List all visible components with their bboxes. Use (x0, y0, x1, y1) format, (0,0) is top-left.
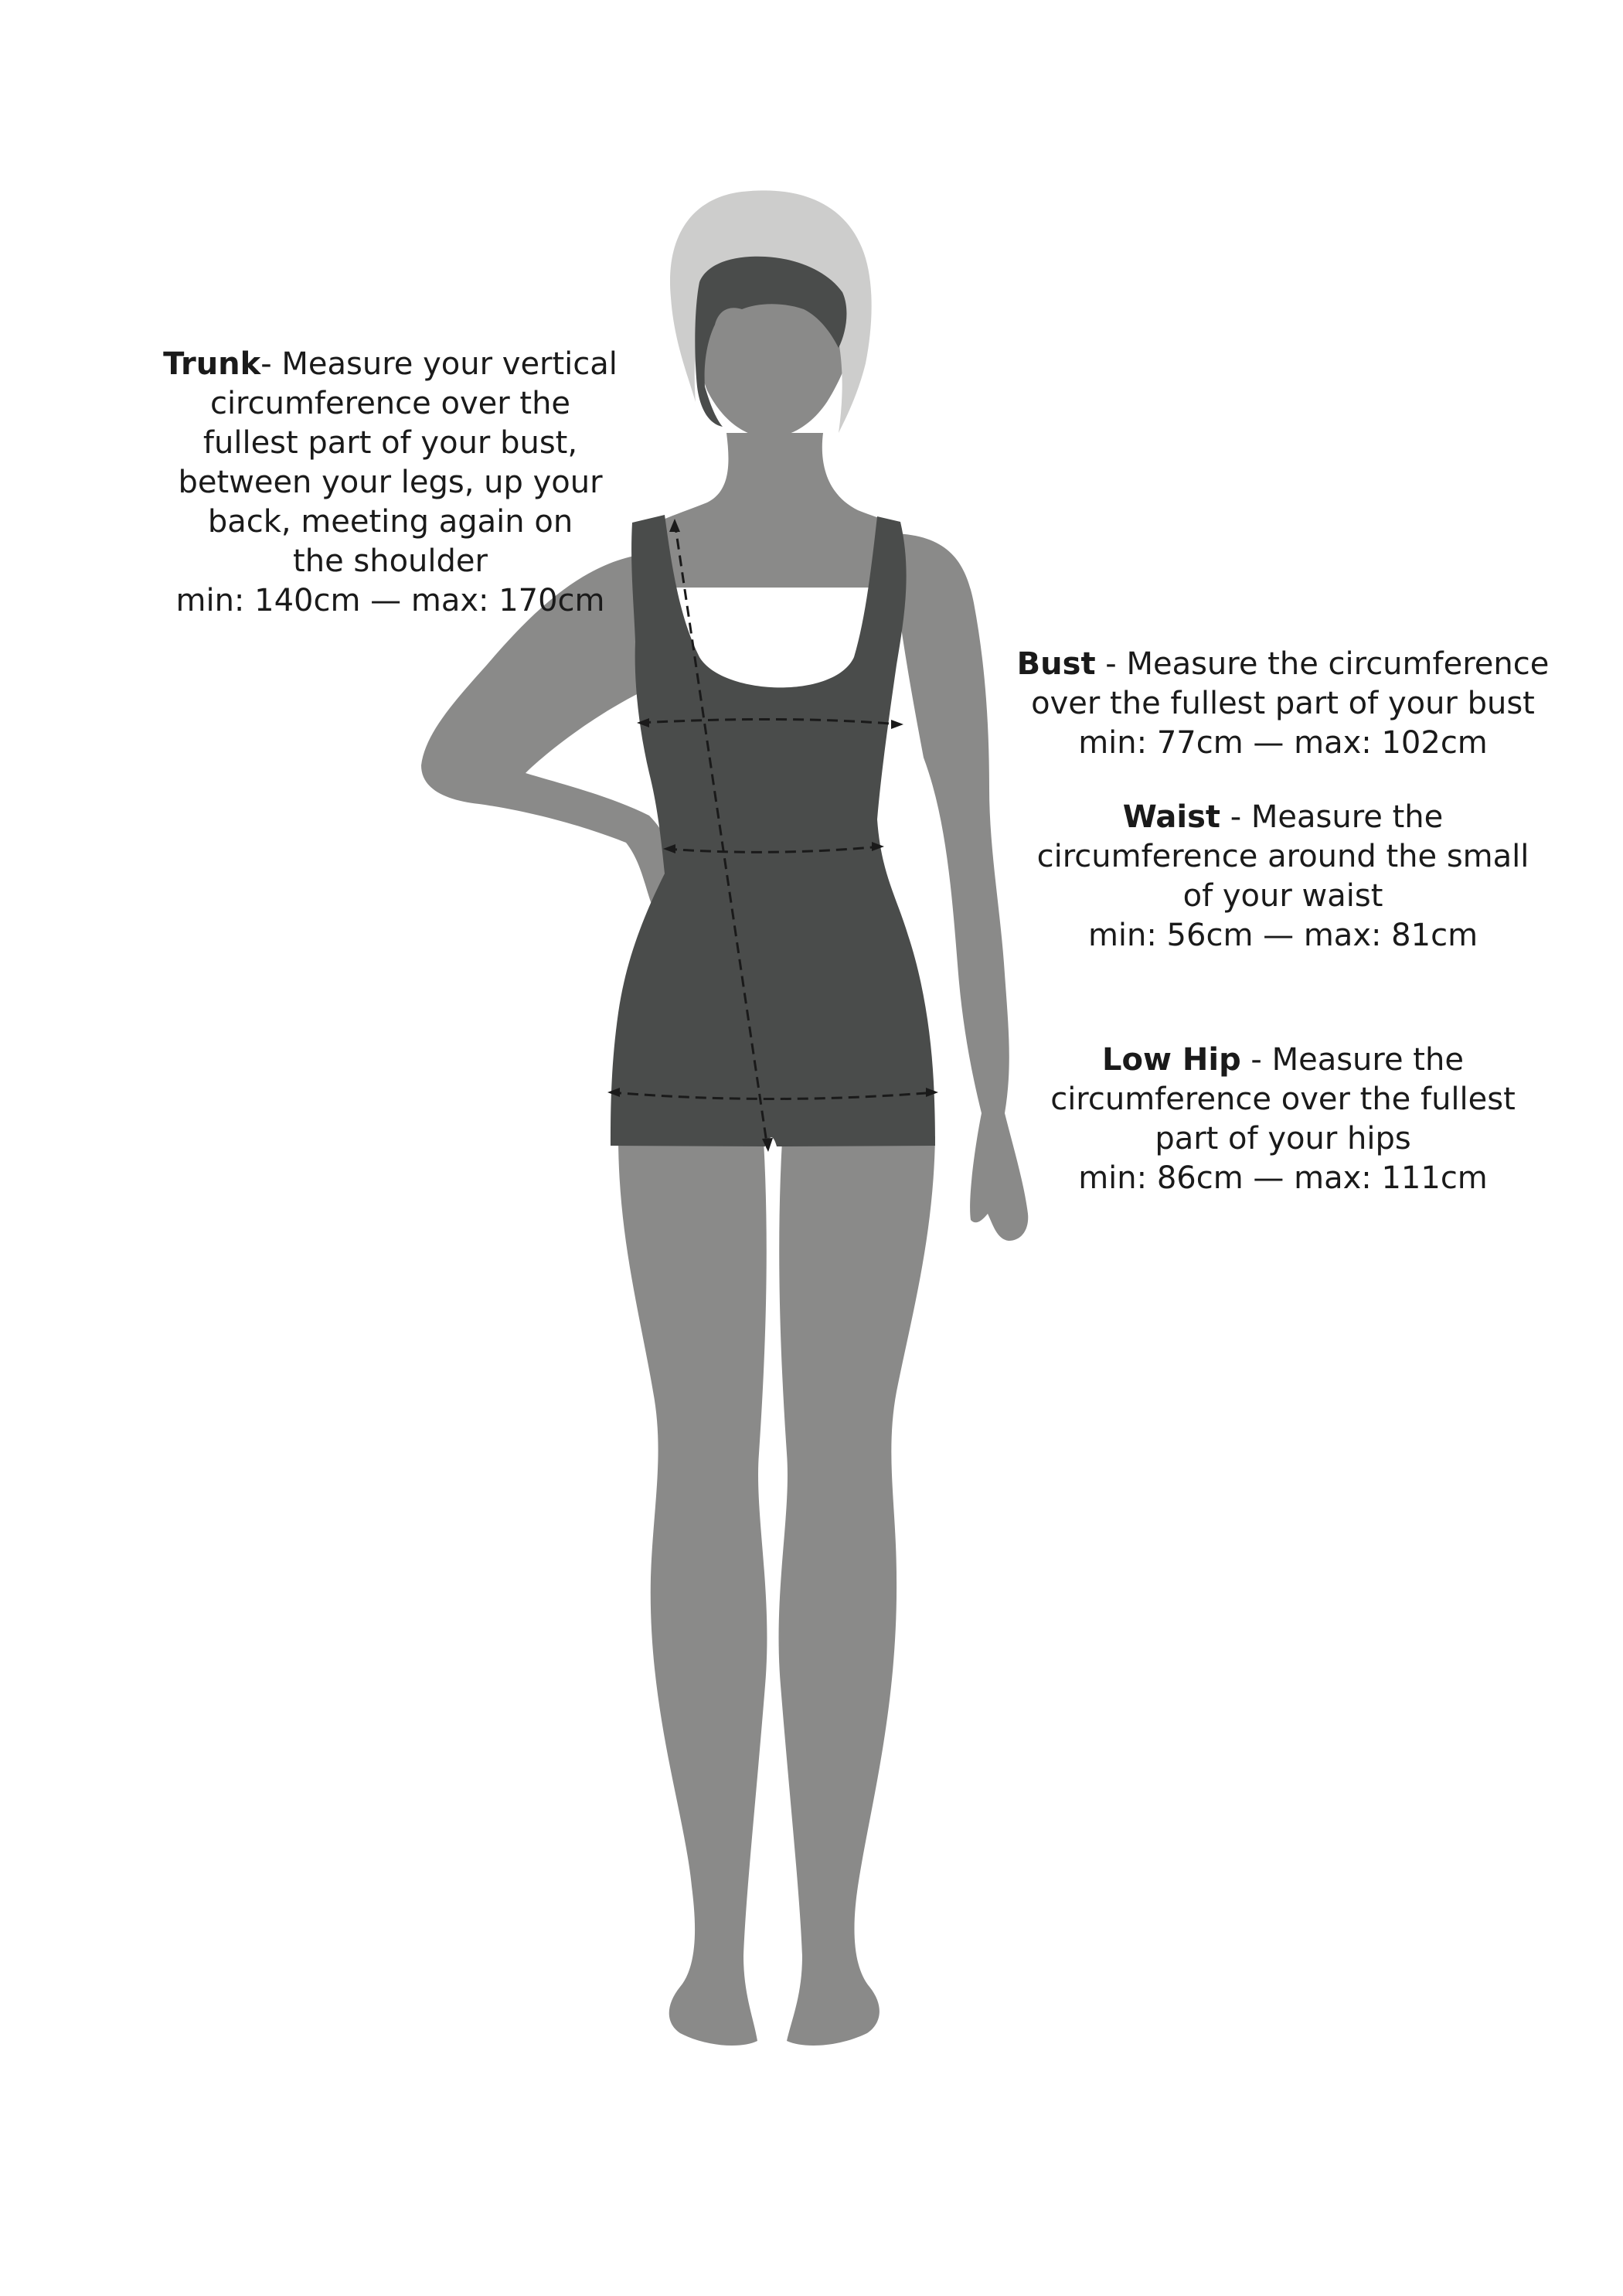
trunk-text-line: fullest part of your bust, (202, 425, 578, 461)
waist-range: min: 56cm — max: 81cm (1087, 918, 1478, 953)
low-hip-text-line: circumference over the fullest (1050, 1082, 1516, 1117)
low-hip-heading-line (1005, 1041, 1561, 1080)
waist-note (1005, 798, 1561, 956)
low-hip-text-line: part of your hips (1155, 1121, 1411, 1157)
trunk-note (143, 345, 638, 621)
waist-lead: - Measure the (1220, 799, 1444, 835)
right-leg (779, 1136, 935, 2046)
low-hip-range: min: 86cm — max: 111cm (1078, 1160, 1488, 1196)
bust-heading-line (1005, 645, 1561, 684)
left-leg (618, 1136, 767, 2046)
waist-heading-line (1005, 798, 1561, 837)
bust-lead: - Measure the circumference (1095, 646, 1550, 682)
low-hip-note (1005, 1041, 1561, 1198)
trunk-text-line: circumference over the (209, 386, 571, 421)
bust-text-line: over the fullest part of your bust (1031, 686, 1535, 721)
waist-text-line: of your waist (1182, 878, 1383, 914)
trunk-text-line: back, meeting again on (207, 504, 573, 540)
neck-shoulders (649, 433, 897, 588)
bust-arrow-right (891, 720, 903, 729)
trunk-term: Trunk (163, 346, 261, 382)
bust-term: Bust (1016, 646, 1096, 682)
trunk-lead: - Measure your vertical (260, 346, 618, 382)
waist-text-line: circumference around the small (1036, 839, 1529, 874)
bust-note (1005, 645, 1561, 763)
trunk-heading-line (143, 345, 638, 384)
bust-range: min: 77cm — max: 102cm (1078, 725, 1488, 761)
waist-term: Waist (1122, 799, 1221, 835)
trunk-range: min: 140cm — max: 170cm (175, 583, 605, 618)
low-hip-lead: - Measure the (1240, 1042, 1464, 1078)
trunk-text-line: the shoulder (293, 543, 488, 579)
trunk-text-line: between your legs, up your (178, 465, 603, 500)
low-hip-term: Low Hip (1102, 1042, 1241, 1078)
